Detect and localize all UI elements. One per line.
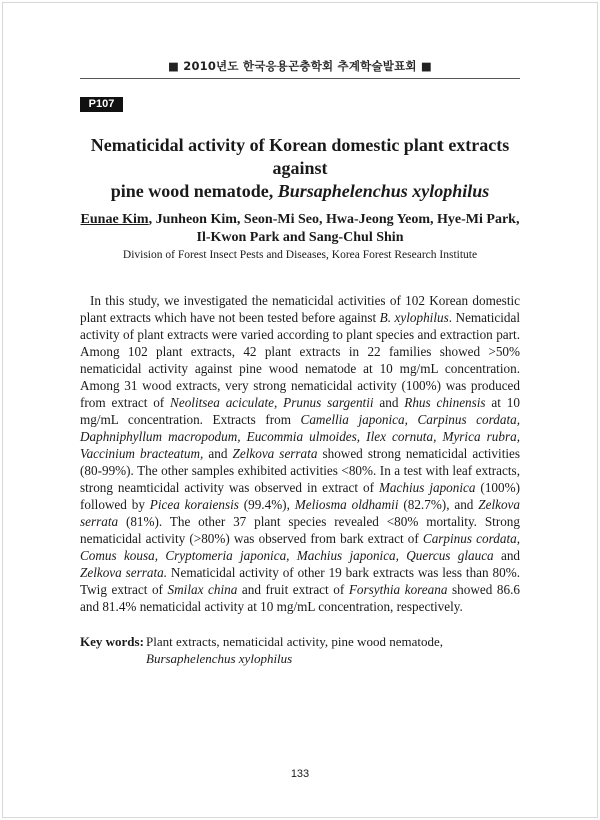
page-number: 133 [290,768,310,780]
abstract-text-run: . Nematicidal activity of plant extracts were varied according to plant species and extraction part. Among 102 plant extracts, 42 plant extracts in 22 families showed >50% nematicidal activity against pine wood nematode at 10 mg/mL concentration. Among 31 wood extracts, very strong nematicidal activity (100%) was produced from extract of [80,310,520,410]
abstract-species-name: Carpinus cordata, Comus kousa, Cryptomeria japonica, Machius japonica, Quercus glauca [80,531,520,563]
abstract-text-run: In this study, we investigated the nematicidal activities of 102 Korean domestic plant extracts which have not been tested before against [80,293,520,325]
abstract-text-run: showed 86.6 and 81.4% nematicidal activity at 10 mg/mL concentration, respectively. [80,582,520,614]
conference-header: ■ 2010년도 한국응용곤충학회 추계학술발표회 ■ [167,59,432,73]
abstract-species-name: Picea koraiensis [149,497,239,512]
title-line-2-prefix: pine wood nematode, [110,181,278,201]
author-list [70,211,530,247]
abstract-text-run: showed strong nematicidal activities (80-99%). The other samples exhibited activities <80%. In a test with leaf extracts, strong neamticidal activity was observed in extract of [80,446,521,495]
abstract-species-name: Neolitsea aciculate, Prunus sargentii [170,395,374,410]
keywords-text [146,633,530,667]
header-rule [80,78,520,79]
affiliation: Division of Forest Insect Pests and Diseases, Korea Forest Research Institute [122,249,478,261]
keywords [80,633,530,667]
abstract-text-run: (99.4%), [238,497,295,512]
abstract-body [80,292,520,615]
abstract-text-run: at 10 mg/mL concentration. Extracts from [80,395,520,427]
authors-line-1 [70,211,530,229]
abstract-text-run: and [373,395,405,410]
abstract-species-name: Smilax china [167,582,238,597]
title-line-1: Nematicidal activity of Korean domestic plant extracts against [90,135,510,178]
abstract-species-name: Machius japonica [378,480,476,495]
abstract-text-run: (100%) followed by [80,480,520,512]
presenting-author: Eunae Kim [80,212,149,227]
abstract-text-run: Nematicidal activity of other 19 bark extracts was less than 80%. Twig extract of [80,565,520,597]
keywords-label: Key words: [80,634,144,649]
title-species-name: Bursaphelenchus xylophilus [277,181,490,201]
title-line-2 [70,180,530,203]
poster-id-badge: P107 [80,97,123,112]
keywords-species: Bursaphelenchus xylophilus [146,651,293,666]
abstract-species-name: Rhus chinensis [404,395,486,410]
abstract-species-name: Zelkova serrata [80,497,520,529]
abstract-text-run: (81%). The other 37 plant species revealed <80% mortality. Strong nematicidal activity (>80%) was observed from bark extract of [80,514,520,546]
abstract-species-name: Forsythia koreana [348,582,448,597]
abstract-text-run: (82.7%), and [398,497,479,512]
authors-line-2: Il-Kwon Park and Sang-Chul Shin [196,230,404,245]
authors-line-1-rest: , Junheon Kim, Seon-Mi Seo, Hwa-Jeong Yeom, Hye-Mi Park, [148,212,520,227]
abstract-species-name: Camellia japonica, Carpinus cordata, Daphniphyllum macropodum, Eucommia ulmoides, Ilex cornuta, Myrica rubra, Vaccinium bracteatum, [80,412,520,461]
abstract-species-name: Zelkova serrata. [80,565,168,580]
paper-title [70,134,530,203]
abstract-text-run: and [493,548,521,563]
abstract-species-name: B. xylophilus [379,310,449,325]
abstract-text-run: and [203,446,233,461]
abstract-text-run: and fruit extract of [237,582,349,597]
keywords-plain: Plant extracts, nematicidal activity, pine wood nematode, [146,634,443,649]
abstract-species-name: Zelkova serrata [232,446,318,461]
abstract-species-name: Meliosma oldhamii [294,497,399,512]
